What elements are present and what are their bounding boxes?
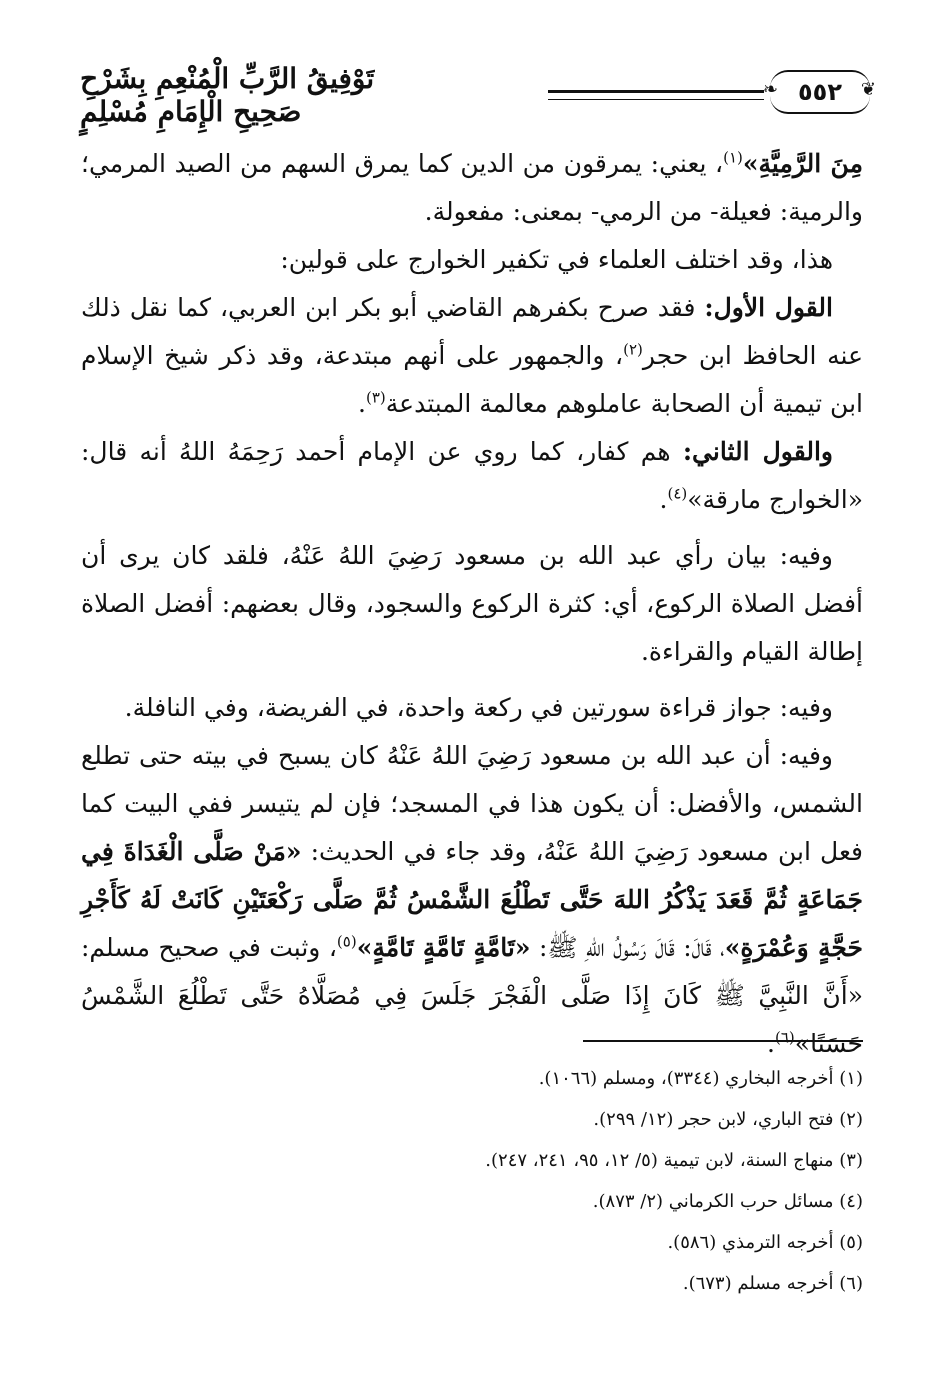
text-run: ، وثبت في صحيح مسلم: «أَنَّ النَّبِيَّ ﷺ كَانَ إِذَا صَلَّى الْفَجْرَ جَلَسَ فِي مُصَلَّاهُ حَتَّى تَطْلُعَ الشَّمْسُ حَسَنًا»	[81, 933, 863, 1058]
ornament-left-icon: ❧	[762, 79, 778, 100]
footnotes	[81, 1058, 863, 1304]
footnote: (١) أخرجه البخاري (٣٣٤٤)، ومسلم (١٠٦٦).	[538, 1068, 863, 1089]
footnote-ref: (١)	[723, 148, 743, 167]
page-number-frame	[762, 70, 876, 114]
text-run: ، والجمهور على أنهم مبتدعة، وقد ذكر شيخ الإسلام ابن تيمية أن الصحابة عاملوهم معالمة المبتدعة	[81, 341, 863, 418]
text-run: .	[358, 389, 366, 418]
paragraph	[81, 428, 863, 524]
bold-text: «مَنْ صَلَّى الْغَدَاةَ فِي جَمَاعَةٍ ثُمَّ قَعَدَ يَذْكُرُ اللهَ حَتَّى تَطْلُعَ الشَّمْسُ ثُمَّ صَلَّى رَكْعَتَيْنِ كَانَتْ لَهُ كَأَجْرِ حَجَّةٍ وَعُمْرَةٍ»	[81, 837, 863, 962]
bold-text: القول الأول:	[704, 293, 833, 322]
book-title: تَوْفِيقُ الرَّبِّ الْمُنْعِمِ بِشَرْحِ صَحِيحِ الْإِمَامِ مُسْلِمٍ	[80, 62, 375, 128]
text-run: وفيه: أن عبد الله بن مسعود رَضِيَ اللهُ عَنْهُ كان يسبح في بيته حتى تطلع الشمس، والأفضل: أن يكون هذا في المسجد؛ فإن لم يتيسر ففي البيت كما فعل ابن مسعود رَضِيَ اللهُ عَنْهُ، وقد جاء في الحديث:	[81, 741, 863, 866]
footnote-separator	[583, 1040, 863, 1042]
ornament-right-icon: ❦	[860, 79, 876, 100]
paragraph	[81, 684, 863, 732]
page-header	[80, 60, 876, 128]
text-run: وفيه: جواز قراءة سورتين في ركعة واحدة، في الفريضة، وفي النافلة.	[124, 693, 833, 722]
footnote: (٢) فتح الباري، لابن حجر (١٢/ ٢٩٩).	[593, 1109, 863, 1130]
footnote-ref: (٣)	[366, 388, 386, 407]
bold-text: «تَامَّةٍ تَامَّةٍ تَامَّةٍ»	[356, 933, 531, 962]
text-run: وفيه: بيان رأي عبد الله بن مسعود رَضِيَ اللهُ عَنْهُ، فلقد كان يرى أن أفضل الصلاة الركوع، أي: كثرة الركوع والسجود، وقال بعضهم: أفضل الصلاة إطالة القيام والقراءة.	[81, 541, 863, 666]
paragraph	[81, 140, 863, 236]
paragraph	[81, 732, 863, 1068]
footnote-ref: (٤)	[667, 484, 688, 503]
bold-text: مِنَ الرَّمِيَّةِ»	[742, 149, 863, 178]
header-rule	[548, 90, 764, 100]
bold-text: والقول الثاني:	[682, 437, 833, 466]
footnote: (٣) منهاج السنة، لابن تيمية (٥/ ١٢، ٩٥، ٢٤١، ٢٤٧).	[485, 1150, 863, 1171]
text-run: ، يعني: يمرقون من الدين كما يمرق السهم من الصيد المرمي؛ والرمية: فعيلة- من الرمي- بمعنى: مفعولة.	[81, 149, 863, 226]
footnote-ref: (٢)	[623, 340, 643, 359]
footnote: (٦) أخرجه مسلم (٦٧٣).	[682, 1273, 863, 1294]
footnote: (٤) مسائل حرب الكرماني (٢/ ٨٧٣).	[592, 1191, 863, 1212]
paragraph	[81, 236, 863, 284]
text-run: هم كفار، كما روي عن الإمام أحمد رَحِمَهُ اللهُ أنه قال: «الخوارج مارقة»	[81, 437, 863, 514]
paragraph	[81, 284, 863, 428]
text-run: هذا، وقد اختلف العلماء في تكفير الخوارج على قولين:	[280, 245, 833, 274]
text-run: ، قَالَ: قَالَ رَسُولُ اللهِ ﷺ:	[530, 933, 725, 962]
footnote-ref: (٦)	[775, 1028, 795, 1047]
main-text	[81, 140, 863, 1068]
ornament-frame	[770, 70, 870, 114]
page-number: ٥٥٢	[798, 78, 842, 106]
text-run: فقد صرح بكفرهم القاضي أبو بكر ابن العربي، كما نقل ذلك عنه الحافظ ابن حجر	[81, 293, 863, 370]
paragraph	[81, 532, 863, 676]
text-run: .	[659, 485, 668, 514]
footnote-ref: (٥)	[336, 932, 357, 951]
text-run: .	[767, 1029, 775, 1058]
footnote: (٥) أخرجه الترمذي (٥٨٦).	[667, 1232, 863, 1253]
